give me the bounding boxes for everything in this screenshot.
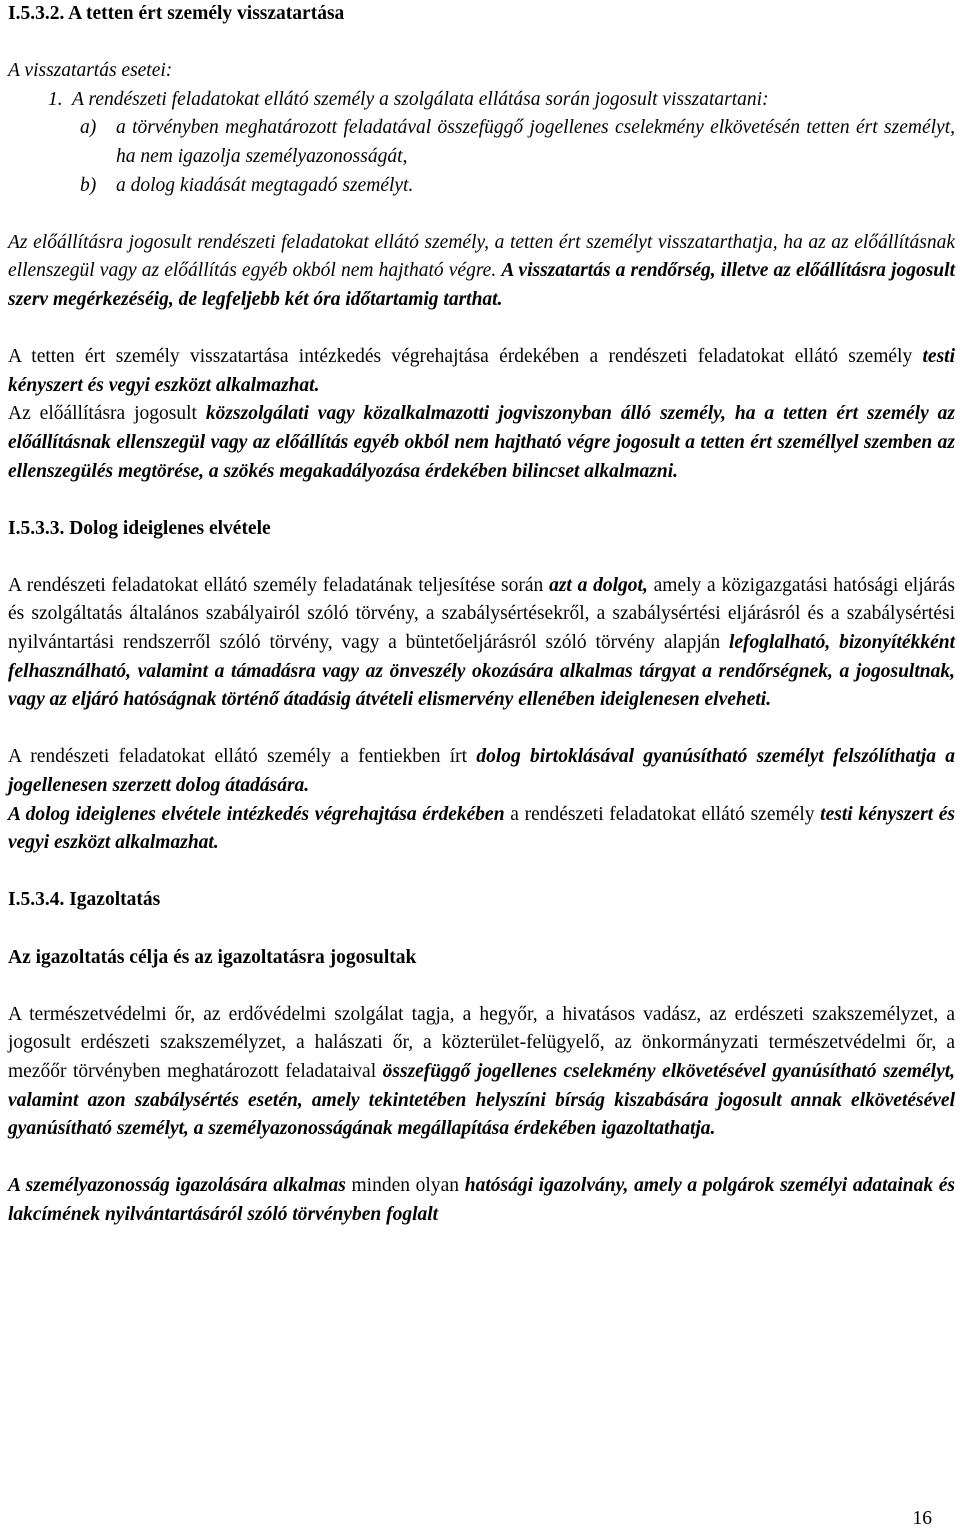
paragraph-szemelyazonossag-bold-2: hatósági igazolvány, amely a polgárok személyi adatainak és lakcímének nyilvántartásáról szóló törvényben foglalt [8, 1175, 956, 1225]
paragraph-szemelyazonossag-bold-1: A személyazonosság igazolására alkalmas [8, 1175, 346, 1197]
paragraph-dolog-normal-1: A rendészeti feladatokat ellátó személy feladatának teljesítése során [8, 574, 544, 596]
paragraph-felszolitas [8, 743, 955, 800]
paragraph-dolog-bold-2: lefoglalható, bizonyítékként felhasználható, valamint a támadásra vagy az önveszély okozására alkalmas tárgyat a rendőrségnek, a jogosultnak, vagy az eljáró hatóságnak történő átadásig átvételi elismervény ellenében ideiglenesen elveheti. [8, 632, 955, 711]
list-item-b-text: a dolog kiadását megtagadó személyt. [116, 174, 414, 196]
paragraph-eloallitas-italic: Az előállításra jogosult rendészeti feladatokat ellátó személy, a tetten ért személyt visszatarthatja, ha az az előállításnak ellenszegül vagy az előállítás egyéb okból nem hajtható végre. [8, 231, 955, 282]
paragraph-dolog-bold-1: azt a dolgot, [549, 574, 648, 596]
paragraph-jogosultak-normal: A természetvédelmi őr, az erdővédelmi szolgálat tagja, a hegyőr, a hivatásos vadász, az erdészeti szakszemélyzet, a jogosult erdészeti szakszemélyzet, a halászati őr, a közterület-felügyelő, az önkormányzati természetvédelmi őr, a mezőőr törvényben meghatározott feladataival [8, 1003, 955, 1082]
paragraph-felszolitas-bold: dolog birtoklásával gyanúsítható személyt felszólíthatja a jogellenesen szerzett dolog átadására. [8, 746, 955, 797]
page-number: 16 [912, 1508, 932, 1529]
paragraph-bilincs [8, 400, 955, 486]
paragraph-szemelyazonossag [8, 1172, 955, 1229]
paragraph-dolog-kenyszer-normal: a rendészeti feladatokat ellátó személy [510, 803, 815, 825]
paragraph-visszatartas-kenyszer [8, 343, 955, 400]
paragraph-felszolitas-normal: A rendészeti feladatokat ellátó személy a fentiekben írt [8, 746, 468, 768]
paragraph-dolog-kenyszer-bold-1: A dolog ideiglenes elvétele intézkedés végrehajtása érdekében [8, 803, 505, 825]
paragraph-dolog-kenyszer [8, 801, 955, 858]
section-heading-visszatartas: I.5.3.2. A tetten ért személy visszatartása [8, 3, 345, 24]
subheading-igazoltatas-celja: Az igazoltatás célja és az igazoltatásra jogosultak [8, 946, 417, 968]
paragraph-visszatartas-kenyszer-normal: A tetten ért személy visszatartása intézkedés végrehajtása érdekében a rendészeti feladatokat ellátó személy [8, 346, 913, 368]
list-item-b [8, 172, 955, 201]
paragraph-jogosultak-bold: összefüggő jogellenes cselekmény elkövetésével gyanúsítható személyt, valamint azon szabálysértés esetén, amely tekintetében helyszíni bírság kiszabására jogosult annak elkövetésével gyanúsítható személyt, a személyazonosságának megállapítása érdekében igazoltathatja. [8, 1060, 956, 1140]
document-page [8, 0, 955, 1230]
paragraph-bilincs-bold: közszolgálati vagy közalkalmazotti jogviszonyban álló személy, ha a tetten ért személy az előállításnak ellenszegül vagy az előállítás egyéb okból nem hajtható végre jogosult a tetten ért személlyel szemben az ellenszegülés megtörése, a szökés megakadályozása érdekében bilincset alkalmazni. [8, 403, 956, 482]
paragraph-eloallitas-bold: A visszatartás a rendőrség, illetve az előállításra jogosult szerv megérkezéséig, de legfeljebb két óra időtartamig tarthat. [8, 260, 955, 310]
list-item-1 [8, 86, 955, 115]
paragraph-bilincs-normal: Az előállításra jogosult [8, 403, 197, 425]
paragraph-dolog-normal-2: amely a közigazgatási hatósági eljárás és szolgáltatás általános szabályairól szóló törvény, a szabálysértésekről, a szabálysértési eljárásról és a szabálysértési nyilvántartási rendszerről szóló törvény, vagy a büntetőeljárásról szóló törvény alapján [8, 574, 956, 654]
list-item-1-text: A rendészeti feladatokat ellátó személy a szolgálata ellátása során jogosult visszatartani: [72, 88, 769, 110]
paragraph-eloallitas [8, 229, 955, 315]
list-item-b-label: b) [80, 174, 97, 196]
cases-label: A visszatartás esetei: [8, 60, 173, 82]
paragraph-dolog-elvetele [8, 572, 955, 715]
list-item-a [8, 114, 955, 171]
paragraph-igazoltatasra-jogosultak [8, 1001, 955, 1144]
paragraph-visszatartas-kenyszer-bold: testi kényszert és vegyi eszközt alkalmazhat. [8, 346, 955, 396]
section-heading-dolog-elvetele: I.5.3.3. Dolog ideiglenes elvétele [8, 517, 271, 539]
section-heading-igazoltatas: I.5.3.4. Igazoltatás [8, 889, 161, 911]
paragraph-dolog-kenyszer-bold-2: testi kényszert és vegyi eszközt alkalmazhat. [8, 803, 956, 854]
list-item-1-number: 1. [48, 88, 63, 110]
paragraph-szemelyazonossag-normal: minden olyan [351, 1175, 460, 1197]
list-item-a-label: a) [80, 117, 97, 139]
list-item-a-text: a törvényben meghatározott feladatával összefüggő jogellenes cselekmény elkövetésén tetten ért személyt, ha nem igazolja személyazonosságát, [116, 117, 955, 167]
